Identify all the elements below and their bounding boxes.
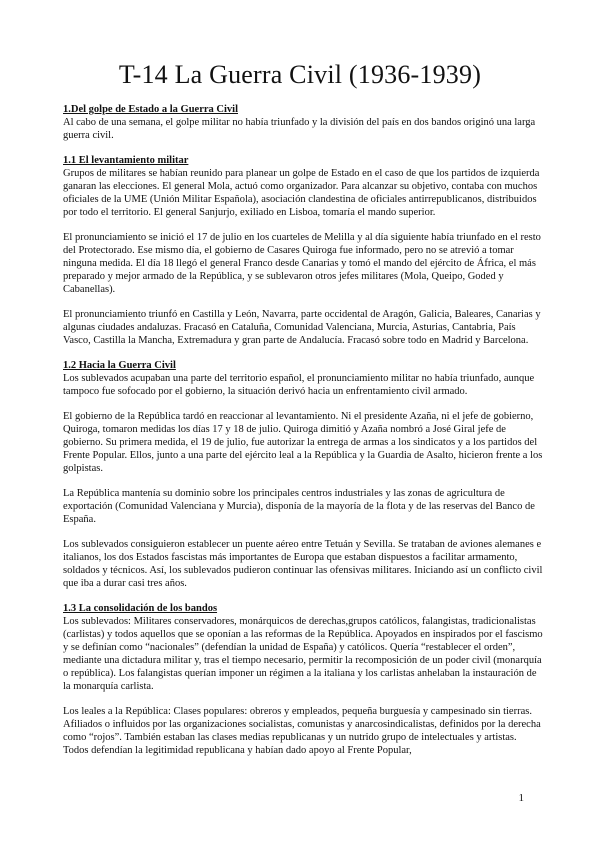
paragraph: La República mantenía su dominio sobre los principales centros industriales y las zonas de agricultura de exportación (Comunidad Valenciana y Murcia), disponía de la mayoría de la flota y de las reservas del Banco de España. (63, 488, 535, 525)
paragraph: Los leales a la República: Clases populares: obreros y empleados, pequeña burguesía y campesinado sin tierras. Afiliados o influidos por las organizaciones socialistas, comunistas y anarcosindicalistas, definidos por la derecha como “rojos”. También estaban las clases medias republicanas y un nutrido grupo de intelectuales y artistas. Todos defendían la legitimidad republicana y habían dado apoyo al Frente Popular, (63, 705, 541, 756)
paragraph: Al cabo de una semana, el golpe militar no había triunfado y la división del país en dos bandos originó una larga guerra civil. (63, 116, 536, 141)
paragraph: Los sublevados acupaban una parte del territorio español, el pronunciamiento militar no había triunfado, aunque tampoco fue sofocado por el gobierno, la situación derivó hacia un enfrentamiento civil armado. (63, 372, 535, 397)
section-heading: 1.2 Hacia la Guerra Civil (63, 360, 176, 372)
document-body (63, 104, 543, 770)
section-1-3 (63, 603, 543, 757)
document-title: T-14 La Guerra Civil (1936-1939) (118, 60, 482, 89)
section-heading: 1.1 El levantamiento militar (63, 155, 189, 167)
section-1 (63, 104, 543, 143)
section-heading: 1.3 La consolidación de los bandos (63, 603, 218, 615)
paragraph: Los sublevados consiguieron establecer un puente aéreo entre Tetuán y Sevilla. Se trataban de aviones alemanes e italianos, los dos Estados fascistas más importantes de Europa que estaban dispuestos a facilitar armamento, soldados y técnicos. Así, los sublevados pudieron continuar las ofensivas militares. Iniciando así un conflicto civil que iba a durar casi tres años. (63, 539, 543, 589)
paragraph: El gobierno de la República tardó en reaccionar al levantamiento. Ni el presidente Azaña, ni el jefe de gobierno, Quiroga, tomaron medidas los días 17 y 18 de julio. Quiroga dimitió y Azaña nombró a José Giral jefe de gobierno. Su primera medida, el 19 de julio, fue autorizar la entrega de armas a los sindicatos y a los partidos del Frente Popular. Ellos, junto a una parte del ejército leal a la República y la Guardia de Asalto, hicieron frente a los golpistas. (63, 411, 543, 474)
paragraph: Grupos de militares se habían reunido para planear un golpe de Estado en el caso de que los partidos de izquierda ganaran las elecciones. El general Mola, actuó como organizador. Para alcanzar su objetivo, contaba con muchos oficiales de la UME (Unión Militar Española), asociación clandestina de oficiales antirrepublicanos, distribuidos por todo el territorio. El general Sanjurjo, exiliado en Lisboa, tomaría el mando superior. (63, 168, 540, 218)
paragraph: Los sublevados: Militares conservadores, monárquicos de derechas,grupos católicos, falangistas, tradicionalistas (carlistas) y todos aquellos que se oponían a las reformas de la República. Apoyados en inspirados por el fascismo y se definían como “nacionales” (defendían la unidad de España) y católicos. Quería “restablecer el orden”, mediante una dictadura militar y, tras el tiempo necesario, permitir la recomposición de un poder civil (monarquía o república). Los falangistas querían imponer un régimen a la italiana y los carlistas anhelaban la instauración de la monarquía carlista. (63, 616, 543, 692)
section-1-2 (63, 360, 543, 591)
paragraph: El pronunciamiento triunfó en Castilla y León, Navarra, parte occidental de Aragón, Galicia, Baleares, Canarias y algunas ciudades andaluzas. Fracasó en Cataluña, Comunidad Valenciana, Murcia, Asturias, Cantabria, País Vasco, Castilla la Mancha, Extremadura y gran parte de Andalucía. Fracasó sobre todo en Madrid y Barcelona. (63, 308, 541, 346)
section-1-1 (63, 155, 543, 348)
paragraph: El pronunciamiento se inició el 17 de julio en los cuarteles de Melilla y al día siguiente había triunfado en el resto del Protectorado. Ese mismo día, el gobierno de Casares Quiroga fue informado, pero no se atrevió a tomar ninguna medida. El día 18 llegó el general Franco desde Canarias y tomó el mando del ejército de África, el más preparado y mejor armado de la República, y se sublevaron otros jefes militares (Mola, Queipo, Goded y Cabanellas). (63, 232, 541, 295)
page-number: 1 (518, 792, 524, 804)
section-heading: 1.Del golpe de Estado a la Guerra Civil (63, 104, 238, 115)
